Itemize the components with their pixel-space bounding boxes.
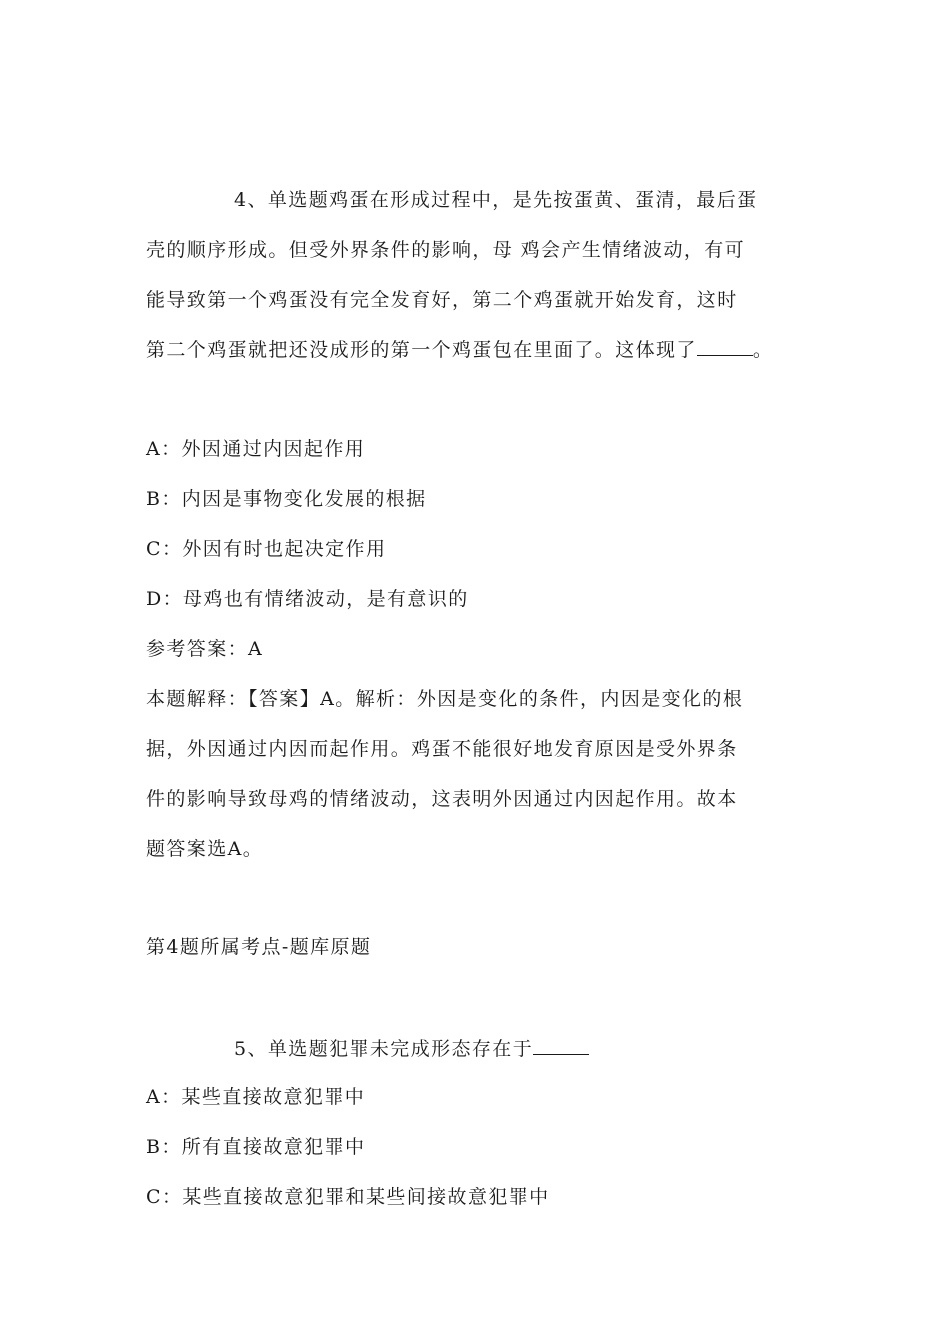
q5-stem-text: 5、单选题犯罪未完成形态存在于 [234,1038,534,1060]
q5-option-b: B：所有直接故意犯罪中 [146,1136,366,1158]
q4-stem-line-4-text: 第二个鸡蛋就把还没成形的第一个鸡蛋包在里面了。这体现了 [146,339,697,361]
q4-option-d: D：母鸡也有情绪波动，是有意识的 [146,588,469,610]
q4-stem-line-4 [146,341,773,360]
q4-explanation-line-2: 据，外因通过内因而起作用。鸡蛋不能很好地发育原因是受外界条 [146,738,738,760]
q4-stem-line-1: 4、单选题鸡蛋在形成过程中，是先按蛋黄、蛋清，最后蛋 [234,189,758,211]
q4-stem-period: 。 [752,339,774,361]
q5-option-c: C：某些直接故意犯罪和某些间接故意犯罪中 [146,1186,550,1208]
q5-stem [234,1040,589,1059]
q4-stem-line-3: 能导致第一个鸡蛋没有完全发育好，第二个鸡蛋就开始发育，这时 [146,289,738,311]
q4-knowledge-point: 第4题所属考点-题库原题 [146,936,372,958]
q4-option-a: A：外因通过内因起作用 [146,438,366,460]
q4-option-c: C：外因有时也起决定作用 [146,538,387,560]
q4-explanation-line-3: 件的影响导致母鸡的情绪波动，这表明外因通过内因起作用。故本 [146,788,738,810]
q4-explanation-line-4: 题答案选A。 [146,838,264,860]
q4-explanation-line-1: 本题解释：【答案】A。解析：外因是变化的条件，内因是变化的根 [146,688,744,710]
answer-blank [697,355,753,356]
q4-reference-answer: 参考答案：A [146,638,264,660]
answer-blank [533,1054,589,1055]
q5-option-a: A：某些直接故意犯罪中 [146,1086,366,1108]
q4-option-b: B：内因是事物变化发展的根据 [146,488,427,510]
q4-stem-line-2: 壳的顺序形成。但受外界条件的影响，母 鸡会产生情绪波动，有可 [146,239,746,261]
